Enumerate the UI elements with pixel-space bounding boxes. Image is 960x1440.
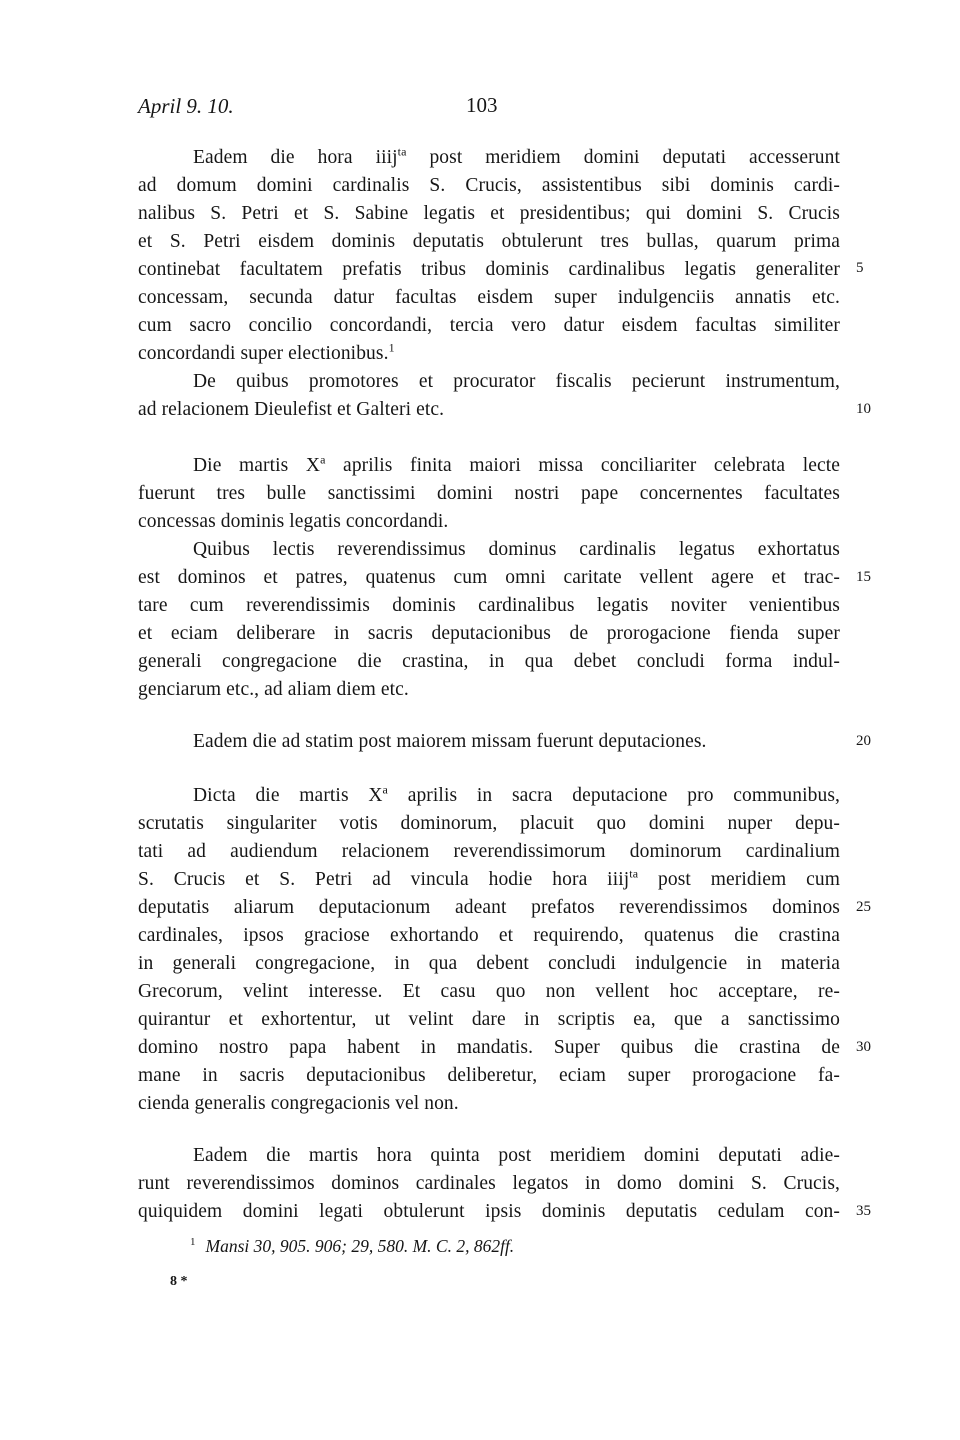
running-header-dates: April 9. 10. [138,94,234,118]
text-line: et eciam deliberare in sacris deputacionibus de prorogacione fienda super [138,623,840,644]
text-line: concordandi super electionibus.$^1$ [138,340,395,364]
text-line: est dominos et patres, quatenus cum omni caritate vellent agere et trac- [138,567,840,588]
text-line: fuerunt tres bulle sanctissimi domini nostri pape concernentes facultates [138,483,840,504]
text-line: runt reverendissimos dominos cardinales legatos in domo domini S. Crucis, [138,1173,840,1194]
line-number: 25 [856,899,871,915]
text-line: cum sacro concilio concordandi, tercia vero datur eisdem facultas similiter [138,315,840,336]
footnote-marker: 1 [190,1236,196,1249]
line-number: 5 [856,260,864,276]
footnote [190,1236,514,1257]
footnote-text: Mansi 30, 905. 906; 29, 580. M. C. 2, 862ff. [205,1236,515,1256]
text-line: Die martis $X^a$ aprilis finita maiori missa conciliariter celebrata lecte [193,452,840,476]
printer-signature: 8 * [170,1274,188,1289]
text-line: concessas dominis legatis concordandi. [138,511,449,532]
text-line: nalibus S. Petri et S. Sabine legatis et presidentibus; qui domini S. Crucis [138,203,840,224]
text-line: quiquidem domini legati obtulerunt ipsis dominis deputatis cedulam con- [138,1201,840,1222]
text-line: concessam, secunda datur facultas eisdem super indulgenciis annatis etc. [138,287,840,308]
text-line: genciarum etc., ad aliam diem etc. [138,679,409,700]
text-line: et S. Petri eisdem dominis deputatis obtulerunt tres bullas, quarum prima [138,231,840,252]
text-line: deputatis aliarum deputacionum adeant prefatos reverendissimos dominos [138,897,840,918]
text-line: cardinales, ipsos graciose exhortando et requirendo, quatenus die crastina [138,925,840,946]
text-line: Eadem die hora iiij$^{ta}$ post meridiem domini deputati accesserunt [193,144,840,168]
text-line: Grecorum, velint interesse. Et casu quo non vellent hoc acceptare, re- [138,981,840,1002]
line-number: 20 [856,733,871,749]
text-line: domino nostro papa habent in mandatis. Super quibus die crastina de [138,1037,840,1058]
text-line: Eadem die martis hora quinta post meridiem domini deputati adie- [193,1145,840,1166]
text-line: De quibus promotores et procurator fiscalis pecierunt instrumentum, [193,371,840,392]
text-line: mane in sacris deputacionibus deliberetur, eciam super prorogacione fa- [138,1065,840,1086]
text-line: tare cum reverendissimis dominis cardinalibus legatis noviter venientibus [138,595,840,616]
text-line: Dicta die martis $X^a$ aprilis in sacra deputacione pro communibus, [193,782,840,806]
line-number: 35 [856,1203,871,1219]
text-line: ad relacionem Dieulefist et Galteri etc. [138,399,445,420]
text-line: scrutatis singulariter votis dominorum, placuit quo domini nuper depu- [138,813,840,834]
text-line: generali congregacione die crastina, in qua debet concludi forma indul- [138,651,840,672]
text-line: tati ad audiendum relacionem reverendissimorum dominorum cardinalium [138,841,840,862]
text-line: ad domum domini cardinalis S. Crucis, assistentibus sibi dominis cardi- [138,175,840,196]
text-line: Eadem die ad statim post maiorem missam fuerunt deputaciones. [193,731,707,752]
text-line: quirantur et exhortentur, ut velint dare in scriptis ea, que a sanctissimo [138,1009,840,1030]
line-number: 30 [856,1039,871,1055]
text-line: in generali congregacione, in qua debent concludi indulgencie in materia [138,953,840,974]
text-line: continebat facultatem prefatis tribus dominis cardinalibus legatis generaliter [138,259,840,280]
page-number: 103 [466,93,498,117]
text-line: cienda generalis congregacionis vel non. [138,1093,459,1114]
text-line: Quibus lectis reverendissimus dominus cardinalis legatus exhortatus [193,539,840,560]
line-number: 15 [856,569,871,585]
text-line: S. Crucis et S. Petri ad vincula hodie hora iiij$^{ta}$ post meridiem cum [138,866,840,890]
line-number: 10 [856,401,871,417]
